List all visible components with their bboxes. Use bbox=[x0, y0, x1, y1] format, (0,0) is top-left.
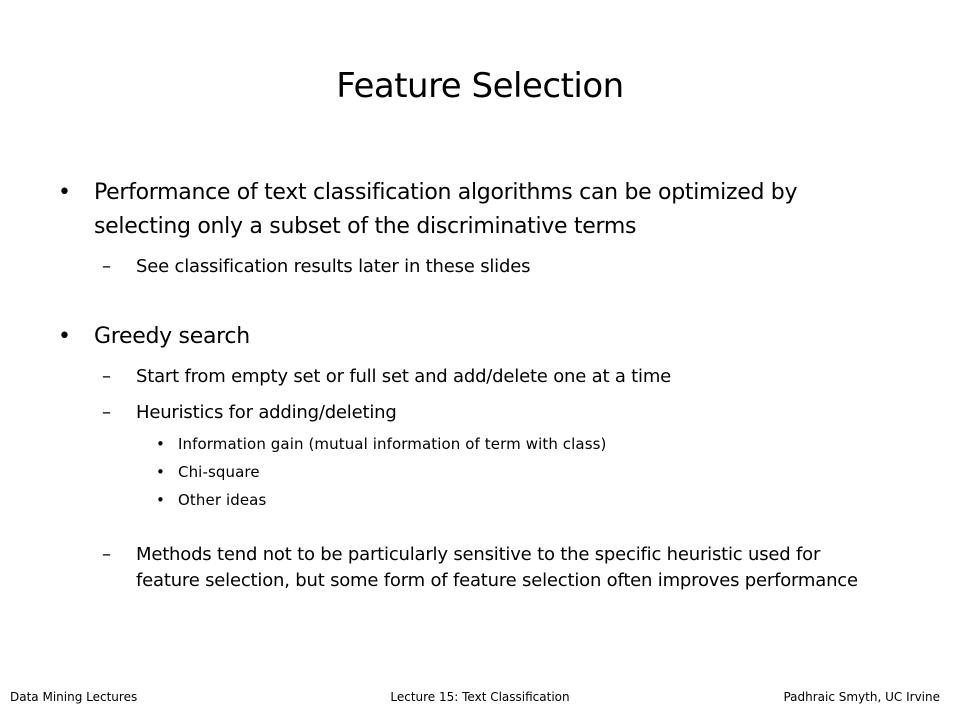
sub-bullet-text: Start from empty set or full set and add/delete one at a time bbox=[136, 366, 672, 387]
slide-title: Feature Selection bbox=[336, 66, 624, 106]
bullet-text: Greedy search bbox=[94, 324, 250, 349]
dash-marker: – bbox=[102, 544, 111, 565]
sub-bullet-item bbox=[58, 254, 878, 280]
dot-marker: • bbox=[156, 491, 165, 509]
sub-bullet-item bbox=[58, 542, 878, 594]
footer-left: Data Mining Lectures bbox=[10, 690, 138, 704]
sub-bullet-item bbox=[58, 400, 878, 426]
sub-sub-bullet-item bbox=[58, 490, 878, 510]
dot-marker: • bbox=[156, 435, 165, 453]
footer-right: Padhraic Smyth, UC Irvine bbox=[783, 690, 940, 704]
sub-sub-bullet-item bbox=[58, 434, 878, 454]
footer-center: Lecture 15: Text Classification bbox=[390, 690, 570, 704]
sub-bullet-text: See classification results later in these slides bbox=[136, 256, 531, 277]
bullet-item bbox=[58, 176, 878, 244]
sub-sub-bullet-text: Other ideas bbox=[178, 491, 267, 509]
sub-bullet-text: Heuristics for adding/deleting bbox=[136, 402, 397, 423]
spacer bbox=[58, 280, 878, 320]
dash-marker: – bbox=[102, 256, 111, 277]
spacer bbox=[58, 510, 878, 532]
bullet-item bbox=[58, 320, 878, 354]
sub-sub-bullet-text: Information gain (mutual information of term with class) bbox=[178, 435, 607, 453]
sub-sub-bullet-item bbox=[58, 462, 878, 482]
sub-bullet-item bbox=[58, 364, 878, 390]
sub-bullet-text: Methods tend not to be particularly sensitive to the specific heuristic used for feature selection, but some form of feature selection often improves performance bbox=[136, 544, 858, 591]
bullet-marker: • bbox=[58, 324, 71, 349]
bullet-text: Performance of text classification algorithms can be optimized by selecting only a subset of the discriminative terms bbox=[94, 180, 798, 239]
sub-sub-bullet-text: Chi-square bbox=[178, 463, 260, 481]
bullet-marker: • bbox=[58, 180, 71, 205]
dot-marker: • bbox=[156, 463, 165, 481]
dash-marker: – bbox=[102, 402, 111, 423]
dash-marker: – bbox=[102, 366, 111, 387]
slide-content bbox=[58, 176, 878, 594]
